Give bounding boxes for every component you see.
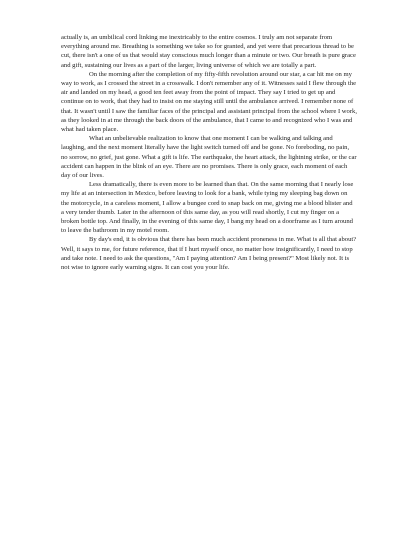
body-text [61, 33, 357, 272]
paragraph-3: What an unbelievable realization to know that one moment I can be walking and talking and laughing, and the next moment literally have the light switch turned off and be gone. No foreboding, no pain, no sorrow, no grief, just gone. What a gift is life. The earthquake, the heart attack, the lightning strike, or the car accident can happen in the blink of an eye. There are no promises. There is only grace, each moment of each day of our lives. [61, 135, 357, 180]
paragraph-4: Less dramatically, there is even more to be learned than that. On the same morning that I nearly lose my life at an intersection in Mexico, before leaving to look for a bank, while tying my sleeping bag down on the motorcycle, in a careless moment, I allow a bungee cord to snap back on me, giving me a blood blister and a very tender thumb. Later in the afternoon of this same day, as you will read shortly, I cut my finger on a broken bottle top. And finally, in the evening of this same day, I bang my head on a doorframe as I turn around to leave the bathroom in my motel room. [61, 181, 354, 235]
paragraph-2: On the morning after the completion of my fifty-fifth revolution around our star, a car hit me on my way to work, as I crossed the street in a crosswalk. I don't remember any of it. Witnesses said I flew through the air and landed on my head, a good ten feet away from the point of impact. They say I tried to get up and continue on to work, that they had to insist on me staying still until the ambulance arrived. I remember none of that. It wasn't until I saw the familiar faces of the principal and assistant principal from the school where I work, as they looked in at me through the back doors of the ambulance, that I came to and recognized who I was and what had taken place. [61, 70, 357, 134]
paragraph-1: actually is, an umbilical cord linking me inextricably to the entire cosmos. I truly am not separate from everything around me. Breathing is something we take so for granted, and yet were that precarious thread to be cut, there isn't a one of us that would stay conscious much longer than a minute or two. Our breath is pure grace and gift, sustaining our lives as a part of the larger, living universe of which we are totally a part. [61, 34, 356, 69]
paragraph-5: By day's end, it is obvious that there has been much accident proneness in me. What is all that about? Well, it says to me, for future reference, that if I hurt myself once, no matter how insignificantly, I need to stop and take note. I need to ask the questions, "Am I paying attention? Am I being present?" Most likely not. It is not wise to ignore early warning signs. It can cost you your life. [61, 236, 357, 272]
